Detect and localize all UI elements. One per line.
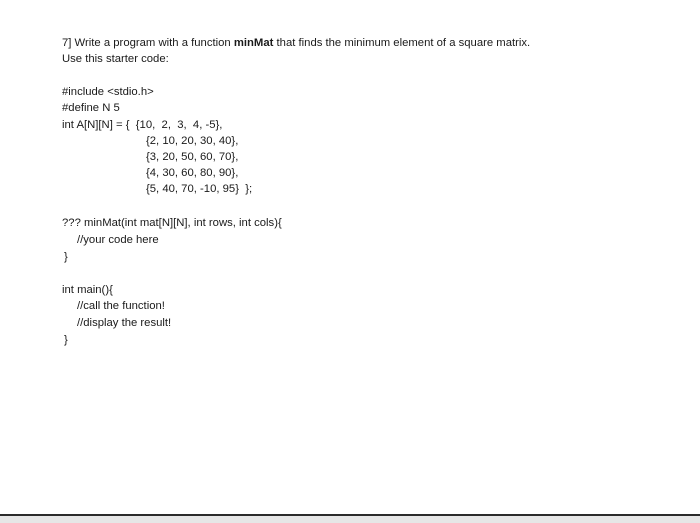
instruction-line: Use this starter code: [62, 53, 169, 65]
code-main-comment: //call the function! [77, 300, 165, 312]
code-func-signature: ??? minMat(int mat[N][N], int rows, int cols){ [62, 217, 282, 229]
question-line [62, 36, 530, 50]
code-func-close: } [64, 251, 68, 263]
code-matrix-row: {2, 10, 20, 30, 40}, [146, 135, 239, 147]
bottom-divider [0, 514, 700, 523]
code-matrix-row: {4, 30, 60, 80, 90}, [146, 167, 239, 179]
function-name: minMat [233, 37, 274, 49]
code-matrix-row: {5, 40, 70, -10, 95} }; [146, 183, 253, 195]
code-func-comment: //your code here [77, 234, 159, 246]
code-main-comment: //display the result! [77, 317, 172, 329]
code-include: #include <stdio.h> [62, 86, 154, 98]
code-matrix-decl: int A[N][N] = { {10, 2, 3, 4, -5}, [62, 119, 223, 131]
question-suffix: that finds the minimum element of a square matrix. [273, 37, 531, 49]
question-prefix: 7] Write a program with a function [62, 37, 234, 49]
code-main-close: } [64, 334, 68, 346]
code-matrix-row: {3, 20, 50, 60, 70}, [146, 151, 239, 163]
code-main-signature: int main(){ [62, 284, 113, 296]
code-define: #define N 5 [62, 102, 120, 114]
